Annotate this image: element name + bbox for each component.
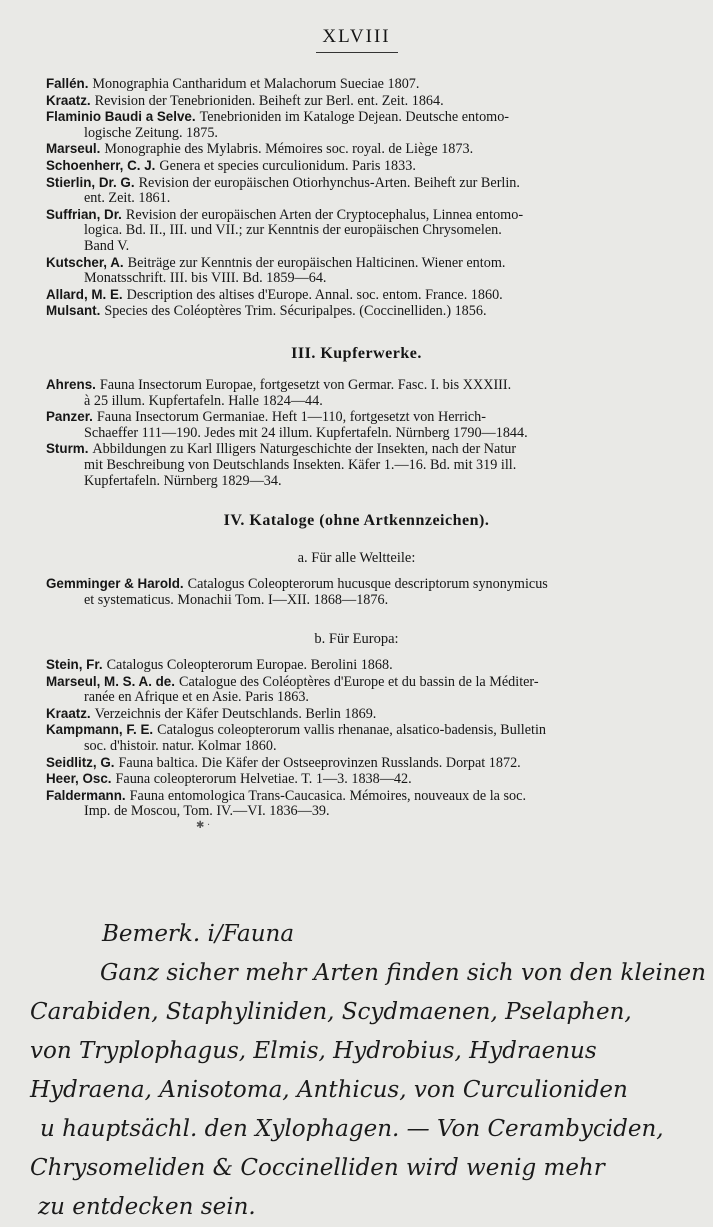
entry-author: Marseul, M. S. A. de.	[46, 673, 175, 689]
entry-author: Suffrian, Dr.	[46, 206, 122, 222]
subheading-all-regions: a. Für alle Weltteile:	[297, 550, 416, 566]
entry-text-line: mit Beschreibung von Deutschlands Insekten. Käfer 1.—16. Bd. mit 319 ill.	[84, 456, 517, 473]
entry-text-line: Schaeffer 111—190. Jedes mit 24 illum. Kupfertafeln. Nürnberg 1790—1844.	[84, 424, 528, 441]
reference-entry	[46, 755, 676, 772]
reference-entry	[46, 175, 676, 207]
reference-entry	[46, 76, 676, 93]
reference-entry	[46, 377, 676, 409]
entry-text-line: Revision der europäischen Otiorhynchus-Arten. Beiheft zur Berlin.	[138, 174, 520, 191]
entry-author: Faldermann.	[46, 787, 126, 803]
entry-text-line: Description des altises d'Europe. Annal. soc. entom. France. 1860.	[126, 286, 503, 303]
entry-text-line: soc. d'histoir. natur. Kolmar 1860.	[84, 737, 277, 754]
reference-entry	[46, 287, 676, 304]
entry-author: Schoenherr, C. J.	[46, 157, 156, 173]
entry-author: Sturm.	[46, 441, 89, 457]
entry-text-line: Imp. de Moscou, Tom. IV.—VI. 1836—39.	[84, 803, 330, 820]
reference-entry	[46, 788, 676, 820]
handwritten-line: Hydraena, Anisotoma, Anthicus, von Curculioniden	[30, 1077, 628, 1103]
reference-entry	[46, 722, 676, 754]
entry-text-line: Monographia Cantharidum et Malachorum Sueciae 1807.	[92, 76, 420, 92]
page-number-rule	[316, 52, 398, 53]
entry-text-line: Catalogus Coleopterorum Europae. Berolini 1868.	[106, 657, 393, 673]
entry-text-line: Catalogue des Coléoptères d'Europe et du bassin de la Méditer-	[178, 673, 539, 690]
handwritten-line: Chrysomeliden & Coccinelliden wird wenig mehr	[30, 1155, 605, 1181]
entry-author: Heer, Osc.	[46, 771, 112, 787]
entry-author: Flaminio Baudi a Selve.	[46, 109, 196, 125]
handwritten-line: Bemerk. i/Fauna	[102, 921, 295, 947]
reference-list-world	[46, 576, 676, 608]
entry-text-line: Fauna coleopterorum Helvetiae. T. 1—3. 1838—42.	[115, 771, 412, 788]
entry-text-line: Monographie des Mylabris. Mémoires soc. royal. de Liège 1873.	[104, 141, 474, 158]
heading-kupferwerke: III. Kupferwerke.	[291, 345, 422, 362]
entry-author: Ahrens.	[46, 377, 96, 392]
entry-author: Allard, M. E.	[46, 286, 123, 302]
entry-author: Kampmann, F. E.	[46, 722, 154, 738]
subheading-europe: b. Für Europa:	[314, 631, 399, 647]
entry-author: Fallén.	[46, 76, 89, 91]
entry-author: Kraatz.	[46, 92, 91, 108]
entry-author: Stein, Fr.	[46, 657, 103, 672]
entry-author: Panzer.	[46, 409, 93, 425]
reference-entry	[46, 674, 676, 706]
reference-entry	[46, 158, 676, 175]
reference-entry	[46, 409, 676, 441]
entry-text-line: Fauna entomologica Trans-Caucasica. Mémoires, nouveaux de la soc.	[129, 787, 526, 804]
entry-text-line: Species des Coléoptères Trim. Sécuripalpes. (Coccinelliden.) 1856.	[104, 303, 487, 320]
entry-author: Stierlin, Dr. G.	[46, 174, 135, 190]
entry-text-line: à 25 illum. Kupfertafeln. Halle 1824—44.	[84, 392, 323, 409]
entry-text-line: logica. Bd. II., III. und VII.; zur Kenntnis der europäischen Chrysomelen.	[84, 222, 502, 239]
entry-text-line: Beiträge zur Kenntnis der europäischen Halticinen. Wiener entom.	[127, 254, 506, 271]
entry-text-line: Genera et species curculionidum. Paris 1833.	[159, 157, 416, 174]
entry-text-line: Verzeichnis der Käfer Deutschlands. Berlin 1869.	[94, 705, 377, 722]
entry-text-line: Catalogus Coleopterorum hucusque descriptorum synonymicus	[187, 576, 548, 592]
entry-text-line: Fauna Insectorum Europae, fortgesetzt von Germar. Fasc. I. bis XXXIII.	[99, 377, 512, 393]
reference-entry	[46, 771, 676, 788]
entry-text-line: ent. Zeit. 1861.	[84, 190, 171, 207]
entry-text-line: Abbildungen zu Karl Illigers Naturgeschichte der Insekten, nach der Natur	[92, 441, 517, 458]
entry-text-line: Revision der Tenebrioniden. Beiheft zur Berl. ent. Zeit. 1864.	[94, 92, 444, 109]
heading-kataloge: IV. Kataloge (ohne Artkennzeichen).	[223, 512, 490, 529]
entry-text-line: Tenebrioniden im Kataloge Dejean. Deutsche entomo-	[199, 109, 510, 126]
entry-author: Seidlitz, G.	[46, 754, 115, 770]
ink-smudge: ✱ ·	[196, 820, 211, 831]
handwritten-line: Ganz sicher mehr Arten finden sich von den kleinen	[100, 960, 706, 986]
entry-text-line: Catalogus coleopterorum vallis rhenanae, alsatico-badensis, Bulletin	[157, 722, 547, 739]
entry-text-line: Fauna baltica. Die Käfer der Ostseeprovinzen Russlands. Dorpat 1872.	[118, 754, 521, 771]
reference-entry	[46, 441, 676, 489]
handwritten-line: Carabiden, Staphyliniden, Scydmaenen, Pselaphen,	[30, 999, 632, 1025]
entry-text-line: Kupfertafeln. Nürnberg 1829—34.	[84, 472, 282, 489]
reference-entry	[46, 141, 676, 158]
reference-entry	[46, 109, 676, 141]
entry-text-line: ranée en Afrique et en Asie. Paris 1863.	[84, 689, 309, 706]
reference-list-europe	[46, 657, 676, 820]
reference-entry	[46, 207, 676, 255]
entry-author: Mulsant.	[46, 303, 101, 319]
reference-entry	[46, 657, 676, 674]
entry-text-line: Band V.	[84, 237, 130, 254]
page-number: XLVIII	[322, 26, 391, 47]
entry-text-line: Fauna Insectorum Germaniae. Heft 1—110, fortgesetzt von Herrich-	[96, 409, 487, 426]
handwritten-line: zu entdecken sein.	[38, 1194, 256, 1220]
reference-entry	[46, 576, 676, 608]
handwritten-note	[30, 915, 706, 1227]
entry-text-line: et systematicus. Monachii Tom. I—XII. 1868—1876.	[84, 591, 389, 608]
reference-entry	[46, 706, 676, 723]
handwritten-line: u hauptsächl. den Xylophagen. — Von Cerambyciden,	[40, 1116, 664, 1142]
reference-list-general	[46, 76, 676, 320]
reference-entry	[46, 93, 676, 110]
entry-text-line: logische Zeitung. 1875.	[84, 124, 218, 141]
handwritten-line: von Tryplophagus, Elmis, Hydrobius, Hydraenus	[30, 1038, 597, 1064]
reference-entry	[46, 255, 676, 287]
entry-author: Kraatz.	[46, 705, 91, 721]
entry-author: Marseul.	[46, 141, 101, 157]
reference-entry	[46, 303, 676, 320]
entry-author: Kutscher, A.	[46, 254, 124, 270]
entry-author: Gemminger & Harold.	[46, 576, 184, 591]
reference-list-kupferwerke	[46, 377, 676, 489]
entry-text-line: Monatsschrift. III. bis VIII. Bd. 1859—64.	[84, 270, 327, 287]
entry-text-line: Revision der europäischen Arten der Cryptocephalus, Linnea entomo-	[125, 206, 524, 223]
